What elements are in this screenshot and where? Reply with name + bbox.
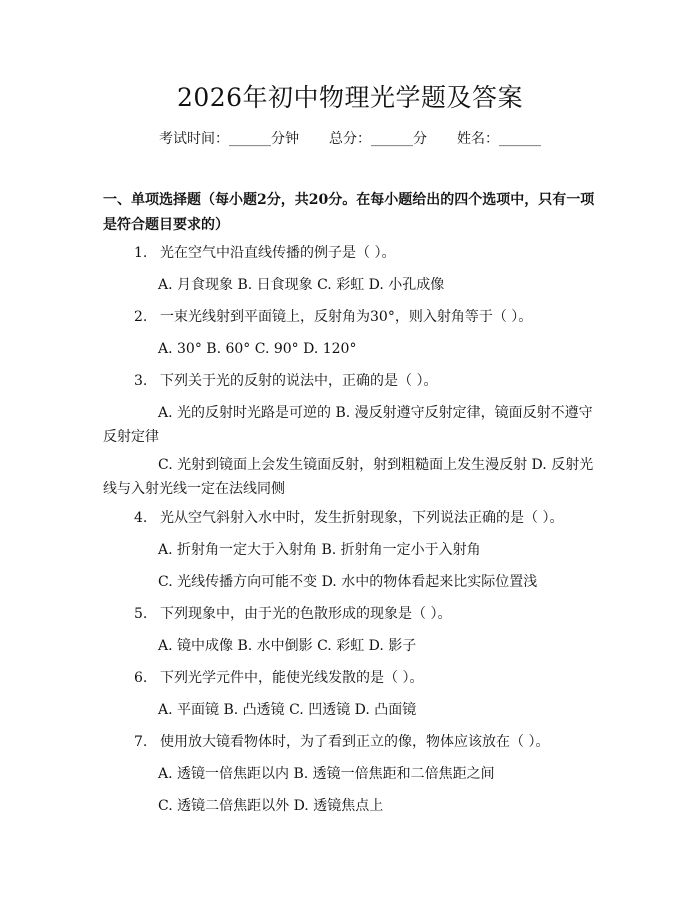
question-6-options xyxy=(103,698,598,722)
question-7 xyxy=(103,730,598,754)
question-text: 光从空气斜射入水中时，发生折射现象，下列说法正确的是（ ）。 xyxy=(160,510,564,526)
question-number: 5. xyxy=(134,606,148,622)
question-text: 使用放大镜看物体时，为了看到正立的像，物体应该放在（ ）。 xyxy=(160,734,550,750)
exam-info-line xyxy=(0,128,700,150)
question-5 xyxy=(103,602,598,626)
question-3 xyxy=(103,369,598,393)
option-line: A. 镜中成像 B. 水中倒影 C. 彩虹 D. 影子 xyxy=(158,638,417,654)
option-line: C. 光射到镜面上会发生镜面反射，射到粗糙面上发生漫反射 D. 反射光线与入射光线一定在法线同侧 xyxy=(103,457,594,497)
option-line: C. 光线传播方向可能不变 D. 水中的物体看起来比实际位置浅 xyxy=(158,574,538,590)
question-2-options xyxy=(103,337,598,361)
document-title: 2026年初中物理光学题及答案 xyxy=(176,83,524,112)
question-6 xyxy=(103,666,598,690)
question-2 xyxy=(103,305,598,329)
option-line: C. 透镜二倍焦距以外 D. 透镜焦点上 xyxy=(158,798,384,814)
question-number: 4. xyxy=(134,510,148,526)
question-5-options xyxy=(103,634,598,658)
option-line: A. 光的反射时光路是可逆的 B. 漫反射遵守反射定律，镜面反射不遵守反射定律 xyxy=(103,405,593,445)
question-4 xyxy=(103,506,598,530)
question-number: 2. xyxy=(134,309,148,325)
question-3-options-a xyxy=(103,401,598,449)
question-text: 光在空气中沿直线传播的例子是（ ）。 xyxy=(160,245,396,261)
question-number: 7. xyxy=(134,734,148,750)
question-7-options-b xyxy=(103,794,598,818)
question-number: 3. xyxy=(134,373,148,389)
option-line: A. 30° B. 60° C. 90° D. 120° xyxy=(158,341,357,357)
question-number: 6. xyxy=(134,670,148,686)
question-text: 下列光学元件中，能使光线发散的是（ ）。 xyxy=(160,670,424,686)
question-4-options-a xyxy=(103,538,598,562)
exam-time-field: 考试时间：______分钟 xyxy=(159,131,299,147)
option-line: A. 折射角一定大于入射角 B. 折射角一定小于入射角 xyxy=(158,542,481,558)
question-number: 1. xyxy=(134,245,148,261)
question-1 xyxy=(103,241,598,265)
section-heading: 一、单项选择题（每小题2分，共20分。在每小题给出的四个选项中，只有一项是符合题目要求的） xyxy=(103,192,595,233)
question-text: 一束光线射到平面镜上，反射角为30°，则入射角等于（ ）。 xyxy=(160,309,533,325)
question-4-options-b xyxy=(103,570,598,594)
option-line: A. 平面镜 B. 凸透镜 C. 凹透镜 D. 凸面镜 xyxy=(158,702,417,718)
question-3-options-b xyxy=(103,453,598,501)
question-text: 下列关于光的反射的说法中，正确的是（ ）。 xyxy=(160,373,438,389)
question-7-options-a xyxy=(103,762,598,786)
question-1-options xyxy=(103,273,598,297)
student-name-field: 姓名：______ xyxy=(457,131,541,147)
question-text: 下列现象中，由于光的色散形成的现象是（ ）。 xyxy=(160,606,452,622)
option-line: A. 透镜一倍焦距以内 B. 透镜一倍焦距和二倍焦距之间 xyxy=(158,766,495,782)
option-line: A. 月食现象 B. 日食现象 C. 彩虹 D. 小孔成像 xyxy=(158,277,445,293)
total-score-field: 总分：______分 xyxy=(329,131,427,147)
